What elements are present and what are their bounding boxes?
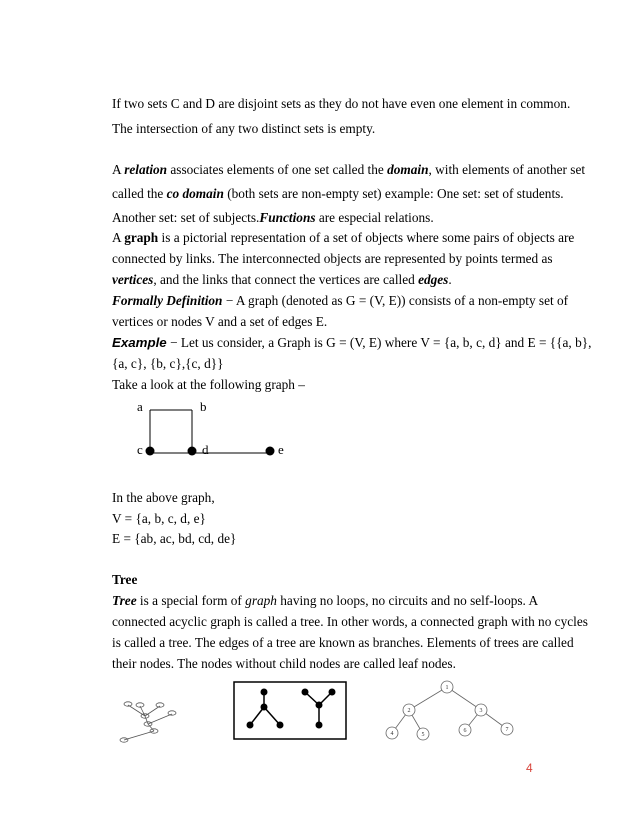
tree-node: [247, 722, 254, 729]
text: (both sets are non-empty set) example: One set: set of students.: [223, 186, 564, 201]
vertex-e: [266, 447, 275, 456]
text-line: connected by links. The interconnected objects are represented by points termed as: [112, 251, 553, 266]
term-functions: Functions: [259, 210, 316, 225]
section-heading: [112, 572, 137, 588]
text-line: their nodes. The nodes without child nodes are called leaf nodes.: [112, 656, 456, 671]
text: − Let us consider, a Graph is G = (V, E) where V = {a, b, c, d} and E = {{a, b},: [166, 335, 592, 350]
vertex-label-e: e: [278, 442, 284, 457]
node-label: 2: [407, 708, 411, 714]
term-graph: graph: [124, 230, 159, 245]
node-label: 4: [390, 731, 394, 737]
node-label: 7: [505, 727, 509, 733]
tree-sketch-figure: [112, 695, 194, 745]
text: are especial relations.: [315, 210, 434, 225]
tree-edge: [124, 731, 154, 740]
term-tree: Tree: [112, 593, 137, 608]
text-line: [112, 335, 591, 351]
term-vertices: vertices: [112, 272, 154, 287]
tree-node: [329, 689, 336, 696]
tree-node: [156, 703, 164, 707]
text-line: V = {a, b, c, d, e}: [112, 511, 206, 526]
text: , and the links that connect the vertices are called: [153, 272, 419, 287]
text-line: [112, 293, 568, 309]
term-graph-italic: graph: [245, 593, 277, 608]
tree-node: [261, 704, 268, 711]
term-example: Example: [112, 335, 167, 350]
text: A: [112, 230, 125, 245]
text: is a pictorial representation of a set of objects where some pairs of objects are: [158, 230, 575, 245]
text-line: E = {ab, ac, bd, cd, de}: [112, 531, 237, 546]
graph-figure: [120, 396, 320, 462]
text: Another set: set of subjects.: [112, 210, 260, 225]
tree-edge: [409, 687, 447, 710]
vertex-c: [146, 447, 155, 456]
text-line: [112, 186, 564, 202]
text: , with elements of another set: [428, 162, 586, 177]
vertex-label-d: d: [202, 442, 209, 457]
vertex-label-a: a: [137, 399, 143, 414]
tree-node: [316, 702, 323, 709]
boxed-trees-figure: [233, 681, 348, 741]
text: is a special form of: [136, 593, 246, 608]
text-line: Take a look at the following graph –: [112, 377, 305, 392]
text: A: [112, 162, 125, 177]
node-label: 5: [421, 732, 425, 738]
text-line: [112, 210, 434, 226]
heading-tree: Tree: [112, 572, 138, 587]
tree-edge: [264, 707, 280, 725]
text-line: [112, 230, 574, 246]
tree-edge: [145, 706, 160, 716]
text-line: [112, 593, 538, 609]
text-line: vertices or nodes V and a set of edges E.: [112, 314, 328, 329]
tree-node: [168, 711, 176, 715]
page-number: 4: [526, 761, 533, 775]
text-line: [112, 162, 585, 178]
text-line: [112, 272, 452, 288]
node-label: 6: [463, 728, 467, 734]
text: associates elements of one set called the: [167, 162, 388, 177]
tree-node: [316, 722, 323, 729]
text-line: connected acyclic graph is called a tree. In other words, a connected graph with no cycles: [112, 614, 588, 629]
text-line: The intersection of any two distinct sets is empty.: [112, 121, 376, 136]
tree-node: [277, 722, 284, 729]
tree-node: [302, 689, 309, 696]
vertex-label-b: b: [200, 399, 207, 414]
vertex-label-c: c: [137, 442, 143, 457]
text: − A graph (denoted as G = (V, E)) consists of a non-empty set of: [222, 293, 569, 308]
text-line: is called a tree. The edges of a tree are known as branches. Elements of trees are called: [112, 635, 574, 650]
tree-node: [124, 702, 132, 706]
node-label: 1: [445, 685, 449, 691]
term-edges: edges: [418, 272, 449, 287]
numbered-tree-figure: [380, 678, 520, 746]
term-relation: relation: [124, 162, 168, 177]
node-label: 3: [479, 708, 483, 714]
tree-edge: [148, 724, 154, 731]
term-co-domain: co domain: [166, 186, 224, 201]
text: called the: [112, 186, 167, 201]
text: having no loops, no circuits and no self-loops. A: [276, 593, 539, 608]
text-line: If two sets C and D are disjoint sets as they do not have even one element in common.: [112, 96, 571, 111]
term-domain: domain: [387, 162, 429, 177]
tree-edge: [145, 716, 148, 724]
text-line: {a, c}, {b, c},{c, d}}: [112, 356, 224, 371]
text: .: [448, 272, 452, 287]
tree-node: [261, 689, 268, 696]
term-formal-definition: Formally Definition: [112, 293, 223, 308]
vertex-d: [188, 447, 197, 456]
text-line: In the above graph,: [112, 490, 215, 505]
